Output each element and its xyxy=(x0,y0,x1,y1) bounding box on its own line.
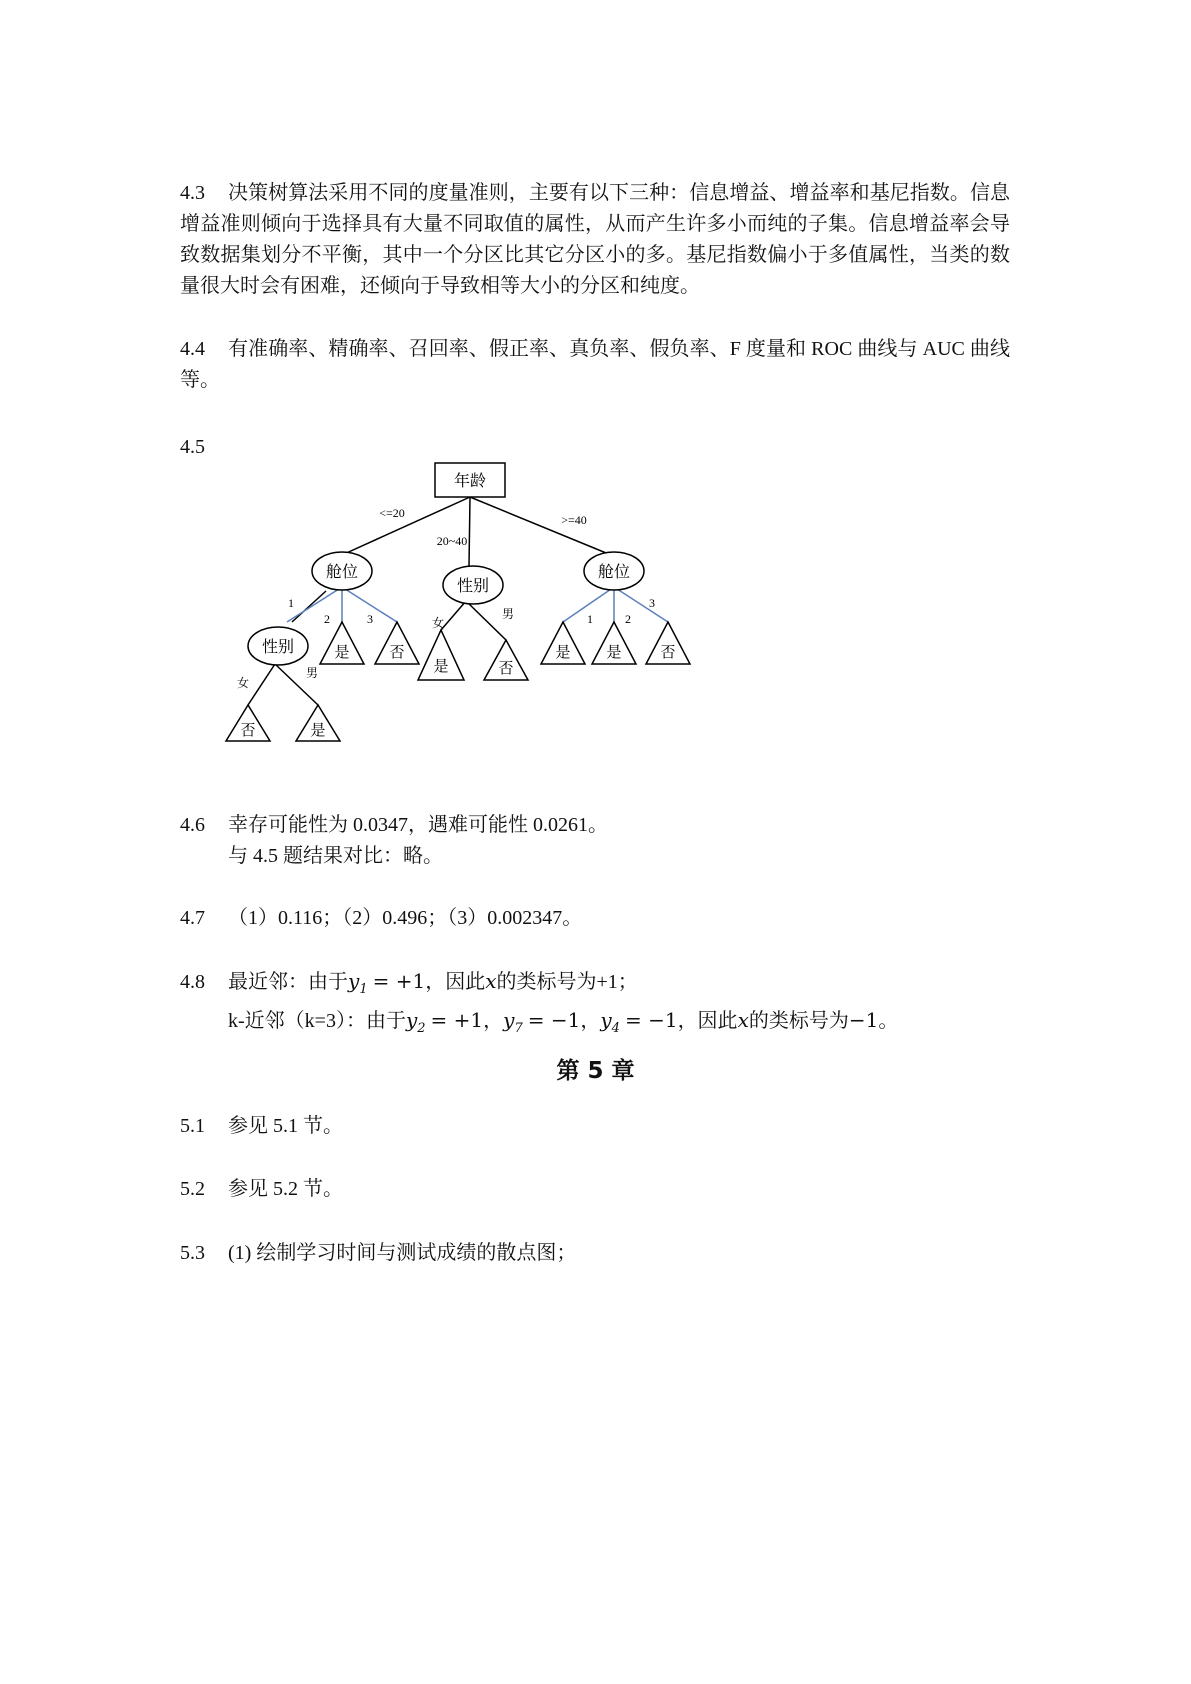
answer-line xyxy=(180,841,1010,872)
edge-mid-male xyxy=(466,601,506,640)
separator: ， xyxy=(580,1010,601,1032)
answer-number: 5.3 xyxy=(180,1242,205,1264)
leaf-mid-female-label: 是 xyxy=(433,659,449,675)
branch-label-l2: 2 xyxy=(324,612,330,626)
answer-number: 4.8 xyxy=(180,971,205,993)
answer-text: 决策树算法采用不同的度量准则，主要有以下三种：信息增益、增益率和基尼指数。信息增益准则倾向于选择具有大量不同取值的属性，从而产生许多小而纯的子集。信息增益率会导致数据集划分不平衡，其中一个分区比其它分区小的多。基尼指数偏小于多值属性，当类的数量很大时会有困难，还倾向于导致相等大小的分区和纯度。 xyxy=(180,182,1010,297)
answer-text: 参见 5.1 节。 xyxy=(228,1115,343,1137)
branch-label-r1: 1 xyxy=(587,612,593,626)
math-x: x xyxy=(485,969,497,993)
leaf-left-female-label: 否 xyxy=(240,723,256,739)
edge-root-right xyxy=(470,497,611,555)
branch-label-l3: 3 xyxy=(367,612,373,626)
answer-number: 4.5 xyxy=(180,436,205,458)
branch-label-l1: 1 xyxy=(288,596,294,610)
leaf-l3-label: 否 xyxy=(389,645,405,661)
edge-cabin-left-1 xyxy=(287,587,342,622)
math-eq: = +1 xyxy=(372,969,426,993)
answer-5-1 xyxy=(180,1111,1010,1142)
edge-mid-female xyxy=(441,601,466,630)
answer-4-7 xyxy=(180,903,1010,934)
answer-number: 5.2 xyxy=(180,1178,205,1200)
math-y1: $y_1$ xyxy=(348,969,368,997)
edge-left-female xyxy=(248,664,275,705)
leaf-r2-label: 是 xyxy=(606,645,622,661)
edge-label-20-40: 20~40 xyxy=(436,534,468,548)
cabin-right-label: 舱位 xyxy=(597,564,631,581)
answer-text: 与 4.5 题结果对比：略。 xyxy=(228,845,443,867)
leaf-r1-label: 是 xyxy=(555,645,571,661)
answer-number: 4.6 xyxy=(180,814,205,836)
math-y4: $y_4$ xyxy=(600,1008,620,1036)
edge-cabin-left-gender xyxy=(292,591,326,622)
math-y2: $y_2$ xyxy=(405,1008,426,1036)
branch-label-female-left: 女 xyxy=(236,676,250,690)
answer-5-2 xyxy=(180,1174,1010,1205)
chapter-heading: 第 5 章 xyxy=(556,1058,635,1084)
answer-text: （1）0.116；（2）0.496；（3）0.002347。 xyxy=(228,907,583,929)
math-x: x xyxy=(737,1008,749,1032)
branch-label-male-left: 男 xyxy=(305,666,319,680)
answer-text: 的类标号为+1； xyxy=(496,971,638,993)
answer-text: 最近邻：由于 xyxy=(228,971,348,993)
answer-4-6 xyxy=(180,810,1010,872)
branch-label-r3: 3 xyxy=(649,596,655,610)
answer-line xyxy=(180,810,1010,841)
answer-number: 4.4 xyxy=(180,338,205,360)
math-y7: $y_7$ xyxy=(503,1008,523,1036)
branch-label-female-mid: 女 xyxy=(431,616,445,630)
leaf-mid-male-label: 否 xyxy=(498,661,514,677)
answer-text: ，因此 xyxy=(425,971,486,993)
math-eq: = −1 xyxy=(624,1008,678,1032)
answer-text: (1) 绘制学习时间与测试成绩的散点图； xyxy=(228,1242,577,1264)
edge-root-mid xyxy=(469,497,470,566)
answer-4-8 xyxy=(180,966,1010,1044)
answer-line xyxy=(180,966,1010,1005)
answer-text: 有准确率、精确率、召回率、假正率、真负率、假负率、F 度量和 ROC 曲线与 AUC 曲线等。 xyxy=(180,338,1010,391)
math-value: −1 xyxy=(848,1008,879,1032)
leaf-r3-label: 否 xyxy=(660,645,676,661)
answer-text: 的类标号为 xyxy=(748,1010,849,1032)
gender-mid-label: 性别 xyxy=(456,578,490,595)
answer-text: 。 xyxy=(878,1010,899,1032)
answer-text: 参见 5.2 节。 xyxy=(228,1178,343,1200)
answer-line xyxy=(180,1005,1010,1044)
decision-tree-diagram xyxy=(0,0,1191,800)
answer-text: k-近邻（k=3）：由于 xyxy=(228,1010,406,1032)
branch-label-male-mid: 男 xyxy=(501,607,515,621)
answer-number: 4.3 xyxy=(180,182,205,204)
edge-label-ge40: >=40 xyxy=(561,513,587,527)
root-label: 年龄 xyxy=(453,473,487,490)
math-eq: = −1 xyxy=(527,1008,581,1032)
cabin-left-label: 舱位 xyxy=(325,564,359,581)
edge-cabin-right-3 xyxy=(614,587,668,622)
answer-5-3 xyxy=(180,1238,1010,1269)
edge-label-le20: <=20 xyxy=(379,506,405,520)
leaf-l2-label: 是 xyxy=(334,645,350,661)
branch-label-r2: 2 xyxy=(625,612,631,626)
answer-number: 4.7 xyxy=(180,907,205,929)
leaf-left-male-label: 是 xyxy=(310,723,326,739)
answer-text: 幸存可能性为 0.0347，遇难可能性 0.0261。 xyxy=(228,814,608,836)
separator: ， xyxy=(483,1010,504,1032)
gender-left-label: 性别 xyxy=(261,639,295,656)
math-eq: = +1 xyxy=(430,1008,484,1032)
answer-number: 5.1 xyxy=(180,1115,205,1137)
answer-text: ，因此 xyxy=(677,1010,738,1032)
